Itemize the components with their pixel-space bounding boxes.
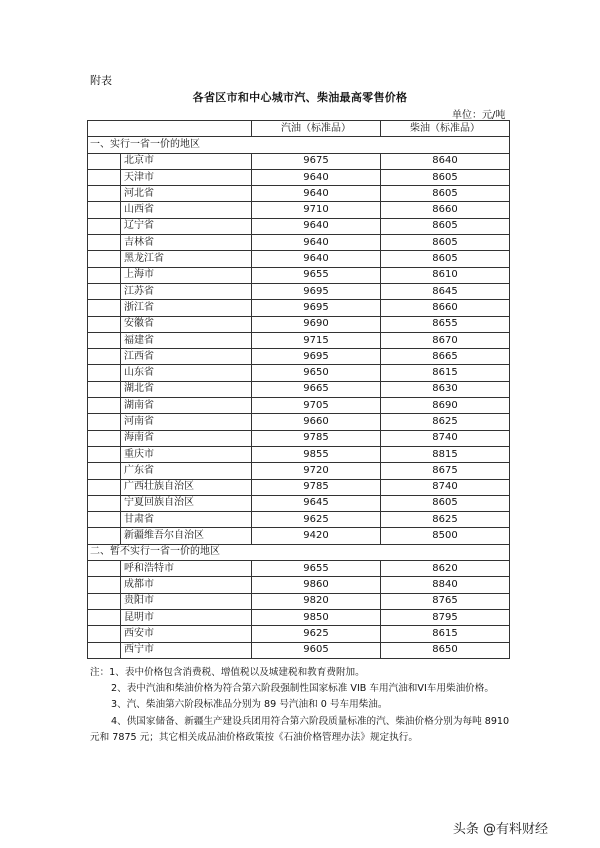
table-row [88,251,510,267]
gasoline-price: 9650 [252,365,381,381]
region-name: 呼和浩特市 [121,561,252,577]
region-name: 浙江省 [121,300,252,316]
indent-cell [88,593,121,609]
diesel-price: 8645 [381,283,510,299]
indent-cell [88,202,121,218]
indent-cell [88,561,121,577]
gasoline-price: 9655 [252,561,381,577]
region-name: 江苏省 [121,283,252,299]
table-row [88,414,510,430]
region-name: 安徽省 [121,316,252,332]
diesel-price: 8605 [381,169,510,185]
table-row [88,446,510,462]
indent-cell [88,283,121,299]
gasoline-price: 9640 [252,186,381,202]
gasoline-price: 9695 [252,283,381,299]
region-name: 湖南省 [121,398,252,414]
diesel-price: 8670 [381,332,510,348]
table-row [88,283,510,299]
table-row [88,365,510,381]
diesel-price: 8795 [381,609,510,625]
region-name: 广西壮族自治区 [121,479,252,495]
attachment-label: 附表 [90,74,112,87]
table-row [88,349,510,365]
region-name: 福建省 [121,332,252,348]
region-name: 西安市 [121,626,252,642]
region-name: 重庆市 [121,446,252,462]
indent-cell [88,463,121,479]
table-row [88,495,510,511]
region-name: 成都市 [121,577,252,593]
diesel-price: 8660 [381,300,510,316]
diesel-price: 8605 [381,186,510,202]
table-row [88,430,510,446]
gasoline-price: 9820 [252,593,381,609]
region-name: 山东省 [121,365,252,381]
diesel-price: 8650 [381,642,510,658]
section-label: 二、暂不实行一省一价的地区 [88,544,510,560]
region-name: 上海市 [121,267,252,283]
note-4: 4、供国家储备、新疆生产建设兵团用符合第六阶段质量标准的汽、柴油价格分别为每吨 8910 元和 7875 元；其它相关成品油价格政策按《石油价格管理办法》规定执行。 [90,715,510,743]
indent-cell [88,251,121,267]
indent-cell [88,186,121,202]
diesel-price: 8655 [381,316,510,332]
indent-cell [88,495,121,511]
indent-cell [88,218,121,234]
indent-cell [88,349,121,365]
header-diesel: 柴油（标准品） [381,121,510,137]
notes [90,665,510,746]
indent-cell [88,235,121,251]
table-row [88,577,510,593]
gasoline-price: 9660 [252,414,381,430]
region-name: 北京市 [121,153,252,169]
region-name: 河北省 [121,186,252,202]
indent-cell [88,332,121,348]
table-row [88,609,510,625]
diesel-price: 8840 [381,577,510,593]
gasoline-price: 9625 [252,626,381,642]
diesel-price: 8625 [381,512,510,528]
gasoline-price: 9705 [252,398,381,414]
gasoline-price: 9855 [252,446,381,462]
gasoline-price: 9785 [252,479,381,495]
diesel-price: 8660 [381,202,510,218]
table-row [88,235,510,251]
section-row [88,137,510,153]
indent-cell [88,479,121,495]
indent-cell [88,577,121,593]
region-name: 河南省 [121,414,252,430]
diesel-price: 8740 [381,479,510,495]
header-gasoline: 汽油（标准品） [252,121,381,137]
table-row [88,202,510,218]
diesel-price: 8665 [381,349,510,365]
region-name: 新疆维吾尔自治区 [121,528,252,544]
indent-cell [88,626,121,642]
gasoline-price: 9640 [252,218,381,234]
indent-cell [88,609,121,625]
section-row [88,544,510,560]
table-row [88,169,510,185]
note-2: 2、表中汽油和柴油价格为符合第六阶段强制性国家标准 VIB 车用汽油和VI车用柴油价格。 [111,683,494,695]
gasoline-price: 9645 [252,495,381,511]
gasoline-price: 9655 [252,267,381,283]
region-name: 昆明市 [121,609,252,625]
indent-cell [88,381,121,397]
diesel-price: 8605 [381,495,510,511]
diesel-price: 8605 [381,218,510,234]
indent-cell [88,528,121,544]
indent-cell [88,398,121,414]
gasoline-price: 9695 [252,349,381,365]
diesel-price: 8740 [381,430,510,446]
diesel-price: 8640 [381,153,510,169]
price-table-body [88,137,510,659]
diesel-price: 8500 [381,528,510,544]
gasoline-price: 9710 [252,202,381,218]
indent-cell [88,316,121,332]
indent-cell [88,414,121,430]
region-name: 甘肃省 [121,512,252,528]
diesel-price: 8610 [381,267,510,283]
diesel-price: 8690 [381,398,510,414]
table-header-row [88,121,510,137]
gasoline-price: 9850 [252,609,381,625]
table-row [88,316,510,332]
diesel-price: 8765 [381,593,510,609]
gasoline-price: 9690 [252,316,381,332]
table-row [88,593,510,609]
table-row [88,561,510,577]
diesel-price: 8620 [381,561,510,577]
table-row [88,332,510,348]
table-row [88,463,510,479]
section-label: 一、实行一省一价的地区 [88,137,510,153]
table-row [88,186,510,202]
gasoline-price: 9785 [252,430,381,446]
table-row [88,267,510,283]
region-name: 贵阳市 [121,593,252,609]
indent-cell [88,512,121,528]
gasoline-price: 9675 [252,153,381,169]
region-name: 西宁市 [121,642,252,658]
diesel-price: 8815 [381,446,510,462]
region-name: 天津市 [121,169,252,185]
indent-cell [88,300,121,316]
header-region [88,121,252,137]
indent-cell [88,169,121,185]
watermark: 头条 @有料财经 [452,822,548,837]
indent-cell [88,642,121,658]
gasoline-price: 9720 [252,463,381,479]
gasoline-price: 9640 [252,235,381,251]
diesel-price: 8605 [381,251,510,267]
region-name: 山西省 [121,202,252,218]
region-name: 江西省 [121,349,252,365]
table-row [88,153,510,169]
gasoline-price: 9605 [252,642,381,658]
region-name: 宁夏回族自治区 [121,495,252,511]
table-row [88,642,510,658]
gasoline-price: 9625 [252,512,381,528]
table-row [88,218,510,234]
gasoline-price: 9715 [252,332,381,348]
document-title: 各省区市和中心城市汽、柴油最高零售价格 [192,91,408,104]
price-table [87,120,510,659]
unit-label: 单位：元/吨 [452,110,506,121]
gasoline-price: 9640 [252,251,381,267]
indent-cell [88,446,121,462]
table-row [88,381,510,397]
table-row [88,479,510,495]
gasoline-price: 9640 [252,169,381,185]
gasoline-price: 9860 [252,577,381,593]
note-3: 3、汽、柴油第六阶段标准品分别为 89 号汽油和 0 号车用柴油。 [111,699,388,711]
region-name: 广东省 [121,463,252,479]
gasoline-price: 9420 [252,528,381,544]
region-name: 湖北省 [121,381,252,397]
diesel-price: 8615 [381,626,510,642]
region-name: 黑龙江省 [121,251,252,267]
note-1: 注：1、表中价格包含消费税、增值税以及城建税和教育费附加。 [90,667,365,678]
region-name: 辽宁省 [121,218,252,234]
diesel-price: 8605 [381,235,510,251]
diesel-price: 8615 [381,365,510,381]
region-name: 吉林省 [121,235,252,251]
diesel-price: 8630 [381,381,510,397]
indent-cell [88,153,121,169]
table-row [88,300,510,316]
diesel-price: 8625 [381,414,510,430]
table-row [88,626,510,642]
table-row [88,528,510,544]
table-row [88,398,510,414]
gasoline-price: 9695 [252,300,381,316]
gasoline-price: 9665 [252,381,381,397]
diesel-price: 8675 [381,463,510,479]
indent-cell [88,365,121,381]
indent-cell [88,430,121,446]
indent-cell [88,267,121,283]
region-name: 海南省 [121,430,252,446]
table-row [88,512,510,528]
